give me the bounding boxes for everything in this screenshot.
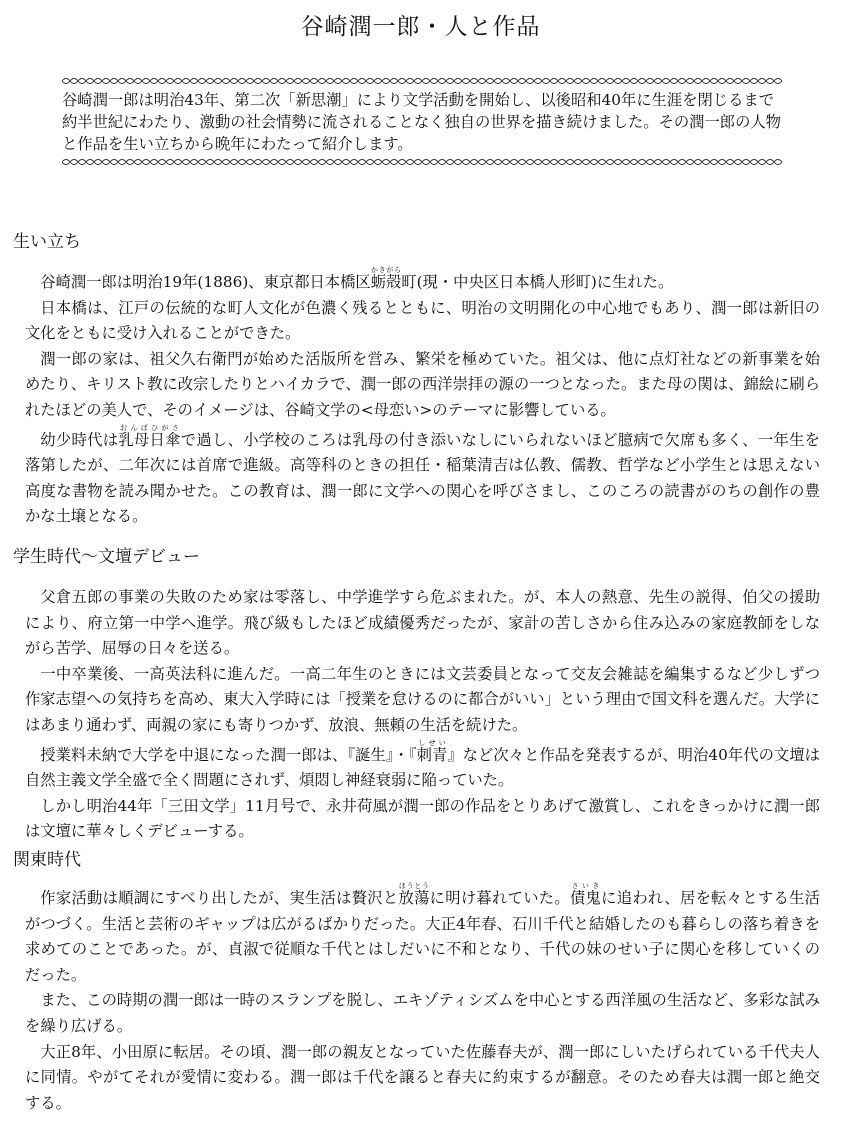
paragraph: 父倉五郎の事業の失敗のため家は零落し、中学進学すら危ぶまれた。が、本人の熱意、先生の説得、伯父の援助により、府立第一中学へ進学。飛び級もしたほど成績優秀だったが、家計の苦しさから住み込みの家庭教師をしながら苦学、屈辱の日々を送る。 bbox=[25, 588, 820, 658]
paragraph: 日本橋は、江戸の伝統的な町人文化が色濃く残るとともに、明治の文明開化の中心地でもあり、潤一郎は新旧の文化をともに受け入れることができた。 bbox=[25, 298, 820, 343]
ruby-word: 乳母日傘おんばひがさ bbox=[118, 423, 181, 449]
paragraph: 幼少時代は乳母日傘おんばひがさで過し、小学校のころは乳母の付き添いなしにいられないほど臆病で欠席も多く、一年生を落第したが、二年次には首席で進級。高等科のときの担任・稲葉清吉は仏教、儒教、哲学など小学生とは思えない高度な書物を読み聞かせた。この教育は、潤一郎に文学への関心を呼びさまし、このころの読書がのちの創作の豊かな土壌となる。 bbox=[25, 423, 820, 526]
intro-box bbox=[62, 76, 784, 167]
paragraph: 作家活動は順調にすべり出したが、実生活は贅沢と放蕩ほうとうに明け暮れていた。債鬼さいきに追われ、居を転々とする生活がつづく。生活と芸術のギャップは広がるばかりだった。大正4年春、石川千代と結婚したのも暮らしの落ち着きを求めてのことであった。が、貞淑で従順な千代とはしだいに不和となり、千代の妹のせい子に関心を移していくのだった。 bbox=[25, 882, 820, 984]
paragraph: 潤一郎の家は、祖父久右衛門が始めた活版所を営み、繁栄を極めていた。祖父は、他に点灯社などの新事業を始めたり、キリスト教に改宗したりとハイカラで、潤一郎の西洋崇拝の源の一つとなった。また母の関は、錦絵に刷られたほどの美人で、そのイメージは、谷崎文学の<母恋い>のテーマに影響している。 bbox=[25, 349, 820, 419]
page-title: 谷崎潤一郎・人と作品 bbox=[300, 14, 541, 40]
ornamental-border-bottom bbox=[62, 157, 784, 167]
ruby-word: 放蕩ほうとう bbox=[398, 882, 430, 907]
ruby-word: 債鬼さいき bbox=[569, 882, 602, 907]
paragraph: しかし明治44年「三田文学」11月号で、永井荷風が潤一郎の作品をとりあげて激賞し、これをきっかけに潤一郎は文壇に華々しくデビューする。 bbox=[25, 796, 820, 841]
paragraph: また、この時期の潤一郎は一時のスランプを脱し、エキゾティシズムを中心とする西洋風の生活など、多彩な試みを繰り広げる。 bbox=[25, 991, 820, 1035]
paragraph: 一中卒業後、一高英法科に進んだ。一高二年生のときには文芸委員となって交友会雑誌を編集するなど少しずつ作家志望への気持ちを高め、東大入学時には「授業を怠けるのに都合がいい」という理由で国文科を選んだ。大学にはあまり通わず、両親の家にも寄りつかず、放浪、無頼の生活を続けた。 bbox=[25, 664, 820, 734]
section-heading: 生い立ち bbox=[13, 232, 81, 252]
paragraph: 授業料未納で大学を中退になった潤一郎は、『誕生』・『刺青しせい』など次々と作品を発表するが、明治40年代の文壇は自然主義文学全盛で全く問題にされず、煩悶し神経衰弱に陥っていた。 bbox=[25, 738, 820, 790]
ruby-word: 蛎殻かきがら bbox=[370, 266, 402, 291]
section-heading: 関東時代 bbox=[13, 850, 81, 870]
intro-text: 谷崎潤一郎は明治43年、第二次「新思潮」により文学活動を開始し、以後昭和40年に生涯を閉じるまで約半世紀にわたり、激動の社会情勢に流されることなく独自の世界を描き続けました。その潤一郎の人物と作品を生い立ちから晩年にわたって紹介します。 bbox=[62, 91, 781, 153]
paragraph: 谷崎潤一郎は明治19年(1886)、東京都日本橋区蛎殻かきがら町(現・中央区日本橋人形町)に生れた。 bbox=[40, 266, 674, 291]
ruby-word: 刺青しせい bbox=[416, 738, 448, 764]
ornamental-border-top bbox=[62, 76, 784, 86]
section-heading: 学生時代～文壇デビュー bbox=[13, 547, 200, 567]
paragraph: 大正8年、小田原に転居。その頃、潤一郎の親友となっていた佐藤春夫が、潤一郎にしいたげられている千代夫人に同情。やがてそれが愛情に変わる。潤一郎は千代を譲ると春夫に約束するが翻意。そのため春夫は潤一郎と絶交する。 bbox=[25, 1042, 820, 1112]
